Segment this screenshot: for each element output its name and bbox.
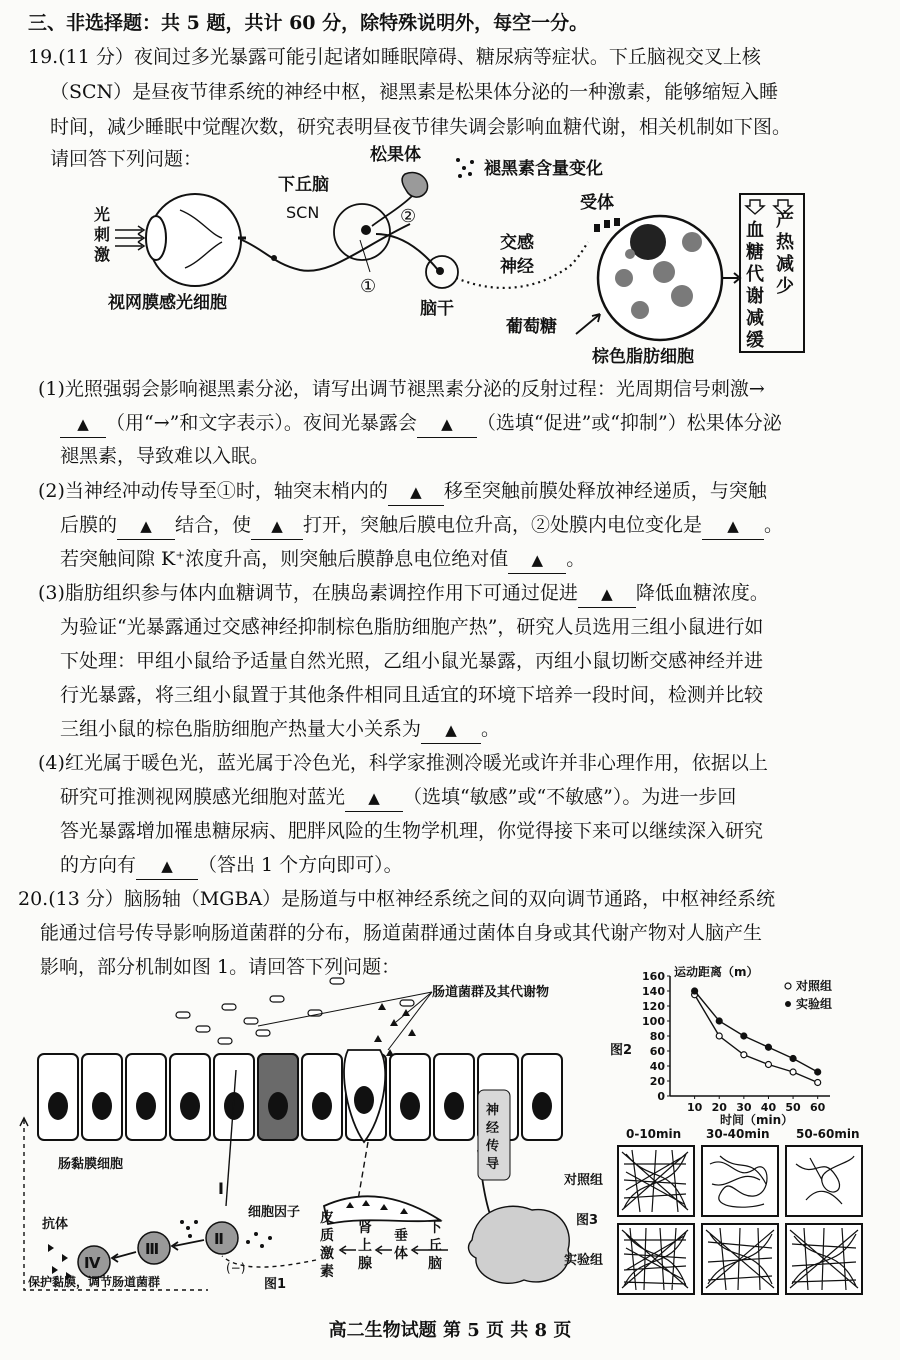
svg-text:质: 质 xyxy=(320,1228,334,1244)
legend-marker-experiment xyxy=(785,1001,791,1007)
hpa-adrenal xyxy=(358,1219,372,1272)
svg-text:缓: 缓 xyxy=(746,330,764,351)
svg-text:谢: 谢 xyxy=(746,286,764,307)
antibody-label: 抗体 xyxy=(42,1217,69,1232)
q19-part3-line: 三组小鼠的棕色脂肪细胞产热量大小关系为 ▲ 。 xyxy=(60,716,500,744)
figure-2-chart xyxy=(608,962,868,1128)
y-tick-label: 60 xyxy=(649,1045,665,1058)
nucleus xyxy=(630,224,666,260)
blood-vessel xyxy=(324,1196,440,1224)
light-arrows xyxy=(115,226,144,250)
q19-part3-line: 为验证“光暴露通过交感神经抑制棕色脂肪细胞产热”，研究人员选用三组小鼠进行如 xyxy=(60,616,764,638)
trajectory-box xyxy=(618,1146,694,1216)
brainstem-neuron xyxy=(436,267,444,275)
answer-blank[interactable]: ▲ xyxy=(508,546,566,574)
trajectory-box xyxy=(786,1146,862,1216)
protect-label: 保护黏膜，调节肠道菌群 xyxy=(28,1275,161,1289)
svg-text:皮: 皮 xyxy=(320,1210,334,1226)
data-point-experiment xyxy=(716,1018,722,1024)
scn-neuron xyxy=(361,225,371,235)
data-point-control xyxy=(716,1033,722,1039)
x-tick-label: 20 xyxy=(711,1101,727,1114)
brainstem-label: 脑干 xyxy=(420,299,454,319)
glucose-label: 葡萄糖 xyxy=(506,317,557,337)
answer-blank[interactable]: ▲ xyxy=(702,512,764,540)
page-footer: 高二生物试题 第 5 页 共 8 页 xyxy=(328,1320,572,1341)
legend-control: 对照组 xyxy=(796,979,833,993)
receptor-label: 受体 xyxy=(580,193,614,213)
chart-y-title: 运动距离（m） xyxy=(674,965,759,979)
roman-4: Ⅳ xyxy=(84,1254,101,1272)
y-tick-label: 0 xyxy=(657,1090,665,1103)
hpa-pituitary xyxy=(394,1227,408,1262)
q20-stem-line: 能通过信号传导影响肠道菌群的分布，肠道菌群通过菌体自身或其代谢产物对人脑产生 xyxy=(40,922,763,944)
svg-text:产: 产 xyxy=(776,210,794,231)
chart-x-title: 时间（min） xyxy=(720,1113,794,1127)
y-tick-label: 40 xyxy=(649,1060,665,1073)
svg-text:刺: 刺 xyxy=(94,225,111,244)
q19-figure xyxy=(60,138,820,370)
y-tick-label: 100 xyxy=(642,1015,665,1028)
metabolite-dashed-arrow xyxy=(358,1142,368,1200)
melatonin-dots xyxy=(456,158,474,178)
q19-part2-line: 若突触间隙 K⁺浓度升高，则突触后膜静息电位绝对值 ▲ 。 xyxy=(60,546,585,574)
light-stimulus-label xyxy=(94,205,110,264)
svg-text:肾: 肾 xyxy=(358,1220,372,1236)
figure-1 xyxy=(8,970,608,1300)
x-tick-label: 50 xyxy=(785,1101,801,1114)
data-point-control xyxy=(765,1062,771,1068)
q19-stem-line: （SCN）是昼夜节律系统的神经中枢，褪黑素是松果体分泌的一种激素，能够缩短入睡 xyxy=(50,81,779,103)
data-point-control xyxy=(790,1069,796,1075)
chart-legend xyxy=(785,978,832,1011)
fig3-col-header: 30-40min xyxy=(706,1127,770,1141)
eye-icon xyxy=(146,194,246,286)
fig3-col-header: 0-10min xyxy=(626,1127,682,1141)
trajectory-box xyxy=(702,1146,778,1216)
q19-part4-line: 研究可推测视网膜感光细胞对蓝光 ▲ （选填“敏感”或“不敏感”）。为进一步回 xyxy=(60,784,736,812)
nerve-conduction-box xyxy=(478,1090,510,1180)
svg-text:少: 少 xyxy=(776,276,794,297)
receptor-icon xyxy=(594,218,620,232)
inhibit-label: (−) xyxy=(226,1261,246,1275)
svg-text:血: 血 xyxy=(746,220,764,241)
marker-1: ① xyxy=(360,276,377,297)
effect-col1 xyxy=(746,220,764,351)
data-point-experiment xyxy=(815,1069,821,1075)
brain-icon xyxy=(469,1206,570,1283)
x-tick-label: 40 xyxy=(760,1101,777,1114)
q19-part2-line: 后膜的 ▲ 结合，使 ▲ 打开，突触后膜电位升高，②处膜内电位变化是 ▲ 。 xyxy=(60,512,783,540)
y-tick-label: 80 xyxy=(649,1030,665,1043)
brown-fat-label: 棕色脂肪细胞 xyxy=(592,347,694,367)
svg-text:导: 导 xyxy=(486,1157,500,1172)
bacteria-icons xyxy=(176,978,414,1044)
x-tick-label: 60 xyxy=(810,1101,826,1114)
microbiota-label: 肠道菌群及其代谢物 xyxy=(432,985,550,1000)
svg-text:激: 激 xyxy=(94,245,111,264)
answer-blank[interactable]: ▲ xyxy=(117,512,175,540)
figure-3-caption: 图3 xyxy=(576,1213,599,1228)
x-tick-label: 10 xyxy=(686,1101,703,1114)
svg-text:下: 下 xyxy=(428,1220,442,1236)
trajectory-box xyxy=(618,1224,694,1294)
x-tick-label: 30 xyxy=(736,1101,752,1114)
svg-text:体: 体 xyxy=(394,1246,408,1262)
fig3-row-label: 实验组 xyxy=(564,1253,604,1268)
answer-blank[interactable]: ▲ xyxy=(421,716,481,744)
q19-part1-line: (1)光照强弱会影响褪黑素分泌，请写出调节褪黑素分泌的反射过程：光周期信号刺激→ xyxy=(38,378,765,400)
q20-stem-line: 影响，部分机制如图 1。请回答下列问题： xyxy=(40,956,401,978)
svg-text:代: 代 xyxy=(746,264,764,285)
y-tick-label: 160 xyxy=(642,970,665,983)
svg-text:激: 激 xyxy=(320,1246,334,1262)
q19-part3-line: 下处理：甲组小鼠给予适量自然光照，乙组小鼠光暴露，丙组小鼠切断交感神经并进 xyxy=(60,650,764,672)
figure-3 xyxy=(560,1124,890,1302)
mucosa-label: 肠黏膜细胞 xyxy=(58,1157,124,1172)
q20-stem-line: 20.(13 分）脑肠轴（MGBA）是肠道与中枢神经系统之间的双向调节通路，中枢神经系统 xyxy=(18,888,776,910)
answer-blank[interactable]: ▲ xyxy=(60,410,106,438)
svg-text:传: 传 xyxy=(486,1139,500,1154)
svg-text:热: 热 xyxy=(776,232,794,253)
data-point-experiment xyxy=(692,988,698,994)
fig3-col-header: 50-60min xyxy=(796,1127,860,1141)
q19-part4-line: 答光暴露增加罹患糖尿病、肥胖风险的生物学机理，你觉得接下来可以继续深入研究 xyxy=(60,820,764,842)
pineal-label: 松果体 xyxy=(370,145,421,165)
data-point-control xyxy=(741,1052,747,1058)
svg-text:经: 经 xyxy=(486,1121,500,1136)
svg-text:垂: 垂 xyxy=(394,1228,408,1244)
figure-2-caption: 图2 xyxy=(610,1043,633,1058)
legend-experiment: 实验组 xyxy=(796,997,833,1011)
answer-blank[interactable]: ▲ xyxy=(136,852,198,880)
data-point-control xyxy=(815,1080,821,1086)
answer-blank[interactable]: ▲ xyxy=(345,784,403,812)
cytokine-label: 细胞因子 xyxy=(248,1205,301,1220)
roman-3: Ⅲ xyxy=(145,1240,160,1258)
q19-stem-line: 时间，减少睡眠中觉醒次数，研究表明昼夜节律失调会影响血糖代谢，相关机制如下图。 xyxy=(50,116,792,138)
data-point-experiment xyxy=(765,1044,771,1050)
q19-part1-line: ▲ （用“→”和文字表示）。夜间光暴露会 ▲ （选填“促进”或“抑制”）松果体分泌 xyxy=(60,410,782,438)
q19-part1-line: 褪黑素，导致难以入眠。 xyxy=(60,445,270,467)
svg-text:腺: 腺 xyxy=(358,1256,372,1272)
marker-2: ② xyxy=(400,206,417,227)
answer-blank[interactable]: ▲ xyxy=(251,512,303,540)
trajectory-box xyxy=(702,1224,778,1294)
svg-text:神: 神 xyxy=(486,1103,500,1118)
roman-1: I xyxy=(218,1179,224,1198)
y-tick-label: 140 xyxy=(642,985,665,998)
q19-part4-line: (4)红光属于暖色光，蓝光属于冷色光，科学家推测冷暖光或许并非心理作用，依据以上 xyxy=(38,752,768,774)
feedback-path xyxy=(24,1120,208,1290)
q19-stem-line: 请回答下列问题： xyxy=(50,148,203,170)
data-point-experiment xyxy=(790,1056,796,1062)
sympathetic-label: 神经 xyxy=(500,257,534,277)
svg-text:上: 上 xyxy=(358,1238,372,1254)
svg-text:糖: 糖 xyxy=(746,242,764,263)
q19-part3-line: (3)脂肪组织参与体内血糖调节，在胰岛素调控作用下可通过促进 ▲ 降低血糖浓度。 xyxy=(38,580,769,608)
q19-part4-line: 的方向有 ▲ （答出 1 个方向即可）。 xyxy=(60,852,403,880)
svg-text:减: 减 xyxy=(776,254,794,275)
marker-1-pointer xyxy=(360,240,370,272)
data-point-experiment xyxy=(741,1033,747,1039)
section-header: 三、非选择题：共 5 题，共计 60 分，除特殊说明外，每空一分。 xyxy=(28,12,589,34)
answer-blank[interactable]: ▲ xyxy=(417,410,477,438)
hypothalamus-label: 下丘脑 xyxy=(278,175,329,195)
hpa-cortisol xyxy=(320,1209,334,1280)
answer-blank[interactable]: ▲ xyxy=(578,580,636,608)
trajectory-box xyxy=(786,1224,862,1294)
nerve-dot xyxy=(271,255,277,261)
svg-text:丘: 丘 xyxy=(428,1238,442,1254)
glucose-arrow xyxy=(576,314,600,334)
scn-label: SCN xyxy=(286,203,320,222)
sympathetic-label: 交感 xyxy=(500,233,534,253)
svg-text:素: 素 xyxy=(320,1264,334,1280)
q19-part3-line: 行光暴露，将三组小鼠置于其他条件相同且适宜的环境下培养一段时间，检测并比较 xyxy=(60,684,764,706)
melatonin-label: 褪黑素含量变化 xyxy=(484,159,603,179)
fig3-row-label: 对照组 xyxy=(564,1173,604,1188)
effect-col2 xyxy=(776,209,795,297)
y-tick-label: 20 xyxy=(649,1075,665,1088)
q19-stem-line: 19.(11 分）夜间过多光暴露可能引起诸如睡眠障碍、糖尿病等症状。下丘脑视交叉上核 xyxy=(28,46,761,68)
y-tick-label: 120 xyxy=(642,1000,665,1013)
legend-marker-control xyxy=(785,983,791,989)
hpa-hypothalamus xyxy=(428,1220,442,1272)
svg-text:光: 光 xyxy=(94,205,111,224)
roman-2: Ⅱ xyxy=(214,1230,224,1248)
figure-1-caption: 图1 xyxy=(264,1277,287,1292)
retina-label: 视网膜感光细胞 xyxy=(108,293,227,313)
svg-text:减: 减 xyxy=(746,308,764,329)
q19-part2-line: (2)当神经冲动传导至①时，轴突末梢内的 ▲ 移至突触前膜处释放神经递质，与突触 xyxy=(38,478,767,506)
pineal-gland-icon xyxy=(402,173,428,198)
svg-text:脑: 脑 xyxy=(428,1256,442,1272)
answer-blank[interactable]: ▲ xyxy=(388,478,444,506)
